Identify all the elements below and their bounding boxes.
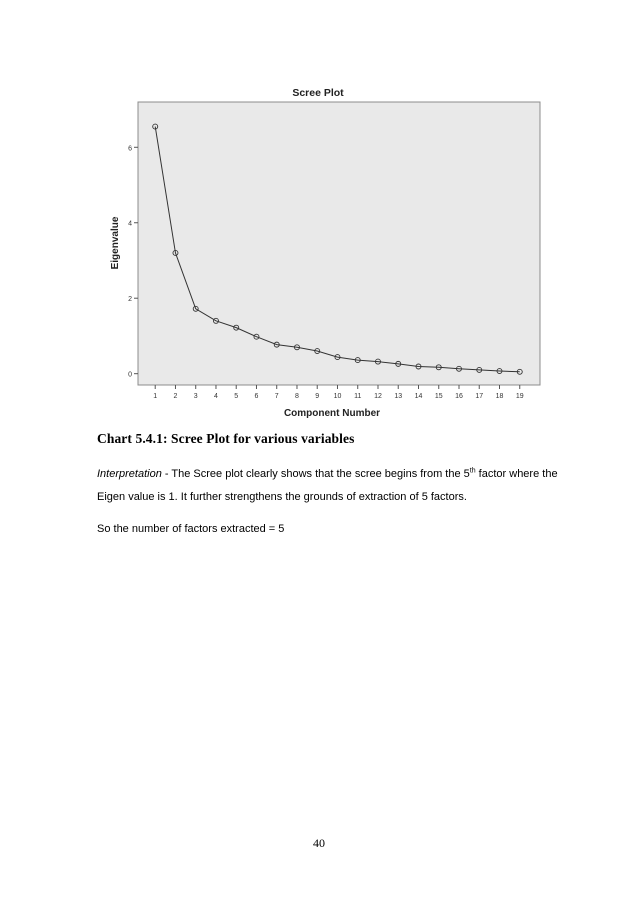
x-tick-label: 1 xyxy=(153,393,158,400)
chart-caption: Chart 5.4.1: Scree Plot for various variables xyxy=(97,431,355,446)
x-tick-label: 6 xyxy=(254,393,259,400)
interpretation-paragraph-line2: Eigen value is 1. It further strengthens the grounds of extraction of 5 factors. xyxy=(97,491,467,503)
interpretation-text: - The Scree plot clearly shows that the scree begins from the 5 xyxy=(161,468,470,480)
x-axis-label: Component Number xyxy=(283,408,381,419)
y-tick-label: 4 xyxy=(128,220,132,228)
x-tick-label: 16 xyxy=(455,393,463,400)
x-tick-label: 14 xyxy=(414,393,423,400)
y-tick-label: 0 xyxy=(128,371,132,379)
x-tick-label: 8 xyxy=(295,393,299,400)
page-number: 40 xyxy=(313,836,325,850)
scree-plot-chart xyxy=(98,80,542,420)
x-tick-label: 9 xyxy=(315,393,320,400)
x-tick-label: 4 xyxy=(214,393,218,400)
x-tick-label: 2 xyxy=(173,393,178,400)
ordinal-suffix: th xyxy=(469,467,476,475)
plot-area xyxy=(138,102,540,385)
x-tick-label: 3 xyxy=(193,393,198,400)
x-tick-label: 7 xyxy=(274,393,279,400)
y-tick-label: 6 xyxy=(128,145,132,153)
interpretation-paragraph-line1 xyxy=(97,467,558,481)
x-tick-label: 18 xyxy=(495,393,504,400)
x-tick-label: 19 xyxy=(515,393,524,400)
chart-title: Scree Plot xyxy=(292,87,344,99)
y-axis-label: Eigenvalue xyxy=(110,216,121,270)
x-tick-label: 10 xyxy=(333,393,342,400)
x-tick-label: 13 xyxy=(394,393,403,400)
x-tick-label: 11 xyxy=(354,393,362,400)
y-tick-label: 2 xyxy=(128,296,132,304)
x-tick-label: 15 xyxy=(434,393,443,400)
x-tick-label: 17 xyxy=(475,393,484,400)
x-tick-label: 5 xyxy=(234,393,239,400)
x-tick-label: 12 xyxy=(374,393,382,400)
interpretation-text-end: factor where the xyxy=(475,468,558,480)
interpretation-label: Interpretation xyxy=(97,468,162,480)
conclusion-text: So the number of factors extracted = 5 xyxy=(97,523,285,535)
